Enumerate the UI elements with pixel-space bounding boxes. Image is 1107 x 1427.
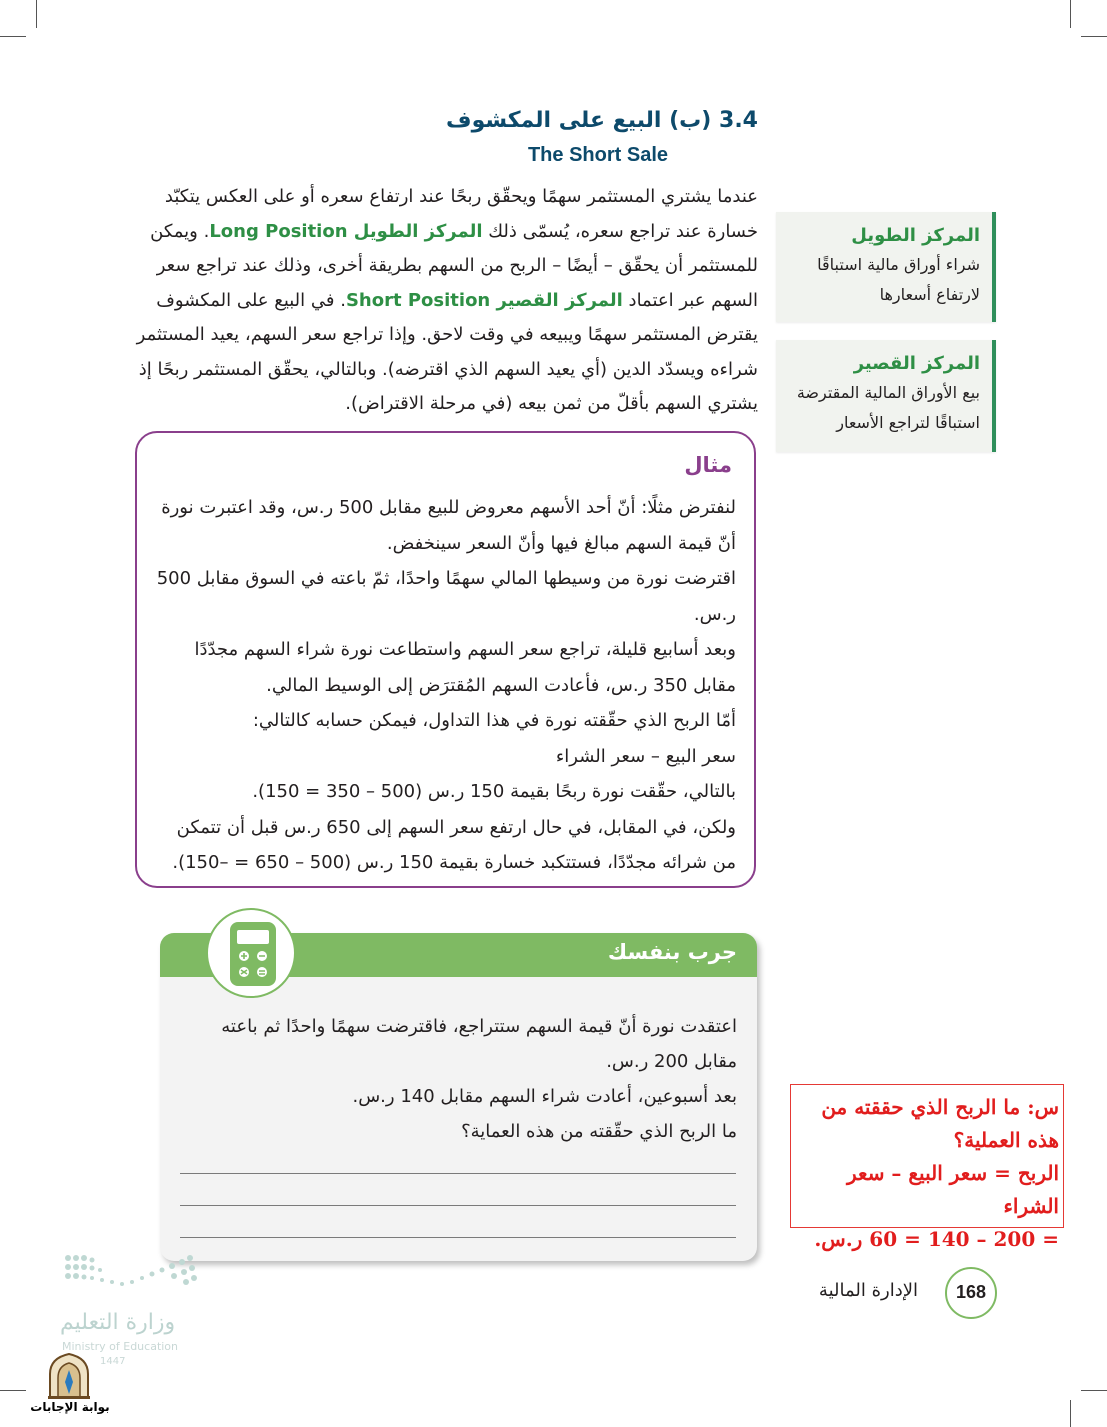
crop-mark bbox=[1081, 36, 1107, 37]
try-yourself-body bbox=[180, 1009, 737, 1149]
example-formula: سعر البيع – سعر الشراء bbox=[555, 745, 736, 767]
section-title: 3.4 (ب) البيع على المكشوف bbox=[446, 108, 758, 133]
answer-box bbox=[790, 1084, 1064, 1251]
answer-result: = 200 – 140 = 60 ر.س. bbox=[814, 1227, 1059, 1251]
paragraph-text: . ويمكن للمستثمر أن يحقّق – أيضًا – الربح من السهم بطريقة أخرى، وذلك عند تراجع سعر السهم عبر اعتماد bbox=[150, 220, 758, 311]
example-paragraph: لنفترض مثلًا: أنّ أحد الأسهم معروض للبيع مقابل 500 ر.س، وقد اعتبرت نورة أنّ قيمة السهم مبالغ فيها وأنّ السعر سينخفض. bbox=[161, 497, 736, 554]
answer-question: س: ما الربح الذي حققته من هذه العملية؟ bbox=[821, 1095, 1059, 1152]
example-paragraph: اقترضت نورة من وسيطها المالي سهمًا واحدًا، ثمّ باعته في السوق مقابل 500 ر.س. bbox=[156, 568, 736, 625]
ministry-name-arabic: وزارة التعليم bbox=[60, 1310, 176, 1335]
ministry-logo-dots-icon bbox=[62, 1252, 198, 1296]
crop-mark bbox=[0, 36, 26, 37]
crop-mark bbox=[1081, 1390, 1107, 1391]
glossary-box-short-position bbox=[776, 340, 996, 452]
try-yourself-box bbox=[160, 933, 757, 1261]
example-body bbox=[155, 490, 736, 881]
answer-formula: الربح = سعر البيع – سعر الشراء bbox=[847, 1161, 1059, 1218]
glossary-box-long-position bbox=[776, 212, 996, 322]
example-paragraph: وبعد أسابيع قليلة، تراجع سعر السهم واستطاعت نورة شراء السهم مجدّدًا مقابل 350 ر.س، فأعادت السهم المُقترَض إلى الوسيط المالي. bbox=[194, 639, 736, 696]
try-paragraph: بعد أسبوعين، أعادت شراء السهم مقابل 140 ر.س. bbox=[352, 1086, 737, 1107]
example-box bbox=[135, 431, 756, 888]
paragraph-text: عندما يشتري المستثمر سهمًا ويحقّق ربحًا عند ارتفاع سعره أو على العكس يتكبّد خسارة عند تراجع سعره، يُسمّى ذلك bbox=[164, 186, 758, 242]
try-paragraph: اعتقدت نورة أنّ قيمة السهم ستتراجع، فاقترضت سهمًا واحدًا ثم باعته مقابل 200 ر.س. bbox=[221, 1016, 737, 1072]
answer-line[interactable] bbox=[180, 1173, 736, 1174]
paragraph-text: . في البيع على المكشوف يقترض المستثمر سهمًا ويبيعه في وقت لاحق. وإذا تراجع سعر السهم، يعيد المستثمر شراءه ويسدّد الدين (أي يعيد السهم الذي اقترضه). وبالتالي، يحقّق المستثمر ربحًا إذ يشتري السهم بأقلّ من ثمن بيعه (في مرحلة الاقتراض). bbox=[136, 289, 758, 414]
glossary-term: المركز الطويل bbox=[851, 225, 980, 246]
glossary-term: المركز القصير bbox=[853, 353, 980, 374]
term-long-position: المركز الطويل Long Position bbox=[209, 220, 483, 242]
try-yourself-title: جرب بنفسك bbox=[607, 940, 737, 964]
site-name: بوابة الإجابات bbox=[30, 1400, 110, 1414]
answer-line[interactable] bbox=[180, 1237, 736, 1238]
ministry-year: 1447 bbox=[100, 1356, 126, 1367]
page-number-badge bbox=[945, 1267, 997, 1319]
crop-mark bbox=[1070, 0, 1071, 28]
try-question: ما الربح الذي حقّقته من هذه العماية؟ bbox=[461, 1121, 737, 1142]
glossary-definition: شراء أوراق مالية استباقًا لارتفاع أسعارها bbox=[817, 255, 980, 304]
crop-mark bbox=[36, 0, 37, 28]
ministry-name-english: Ministry of Education bbox=[62, 1340, 179, 1353]
example-paragraph: ولكن، في المقابل، في حال ارتفع سعر السهم إلى 650 ر.س قبل أن تتمكن من شرائه مجدّدًا، فستتكبد خسارة بقيمة 150 ر.س (500 – 650 = –150). bbox=[172, 816, 736, 873]
crop-mark bbox=[0, 1390, 26, 1391]
example-paragraph: بالتالي، حقّقت نورة ربحًا بقيمة 150 ر.س (500 – 350 = 150). bbox=[252, 781, 736, 802]
calculator-icon bbox=[206, 908, 296, 998]
book-title: الإدارة المالية bbox=[818, 1280, 918, 1301]
page-number: 168 bbox=[955, 1282, 987, 1302]
term-short-position: المركز القصير Short Position bbox=[345, 289, 623, 311]
answer-line[interactable] bbox=[180, 1205, 736, 1206]
glossary-definition: بيع الأوراق المالية المقترضة استباقًا لتراجع الأسعار bbox=[796, 383, 980, 432]
example-title: مثال bbox=[684, 453, 732, 477]
crop-mark bbox=[1070, 1400, 1071, 1427]
example-paragraph: أمّا الربح الذي حقّقته نورة في هذا التداول، فيمكن حسابه كالتالي: bbox=[252, 710, 736, 731]
main-paragraph bbox=[134, 180, 758, 422]
mosque-logo-icon bbox=[46, 1350, 92, 1400]
section-subtitle: The Short Sale bbox=[527, 144, 668, 166]
